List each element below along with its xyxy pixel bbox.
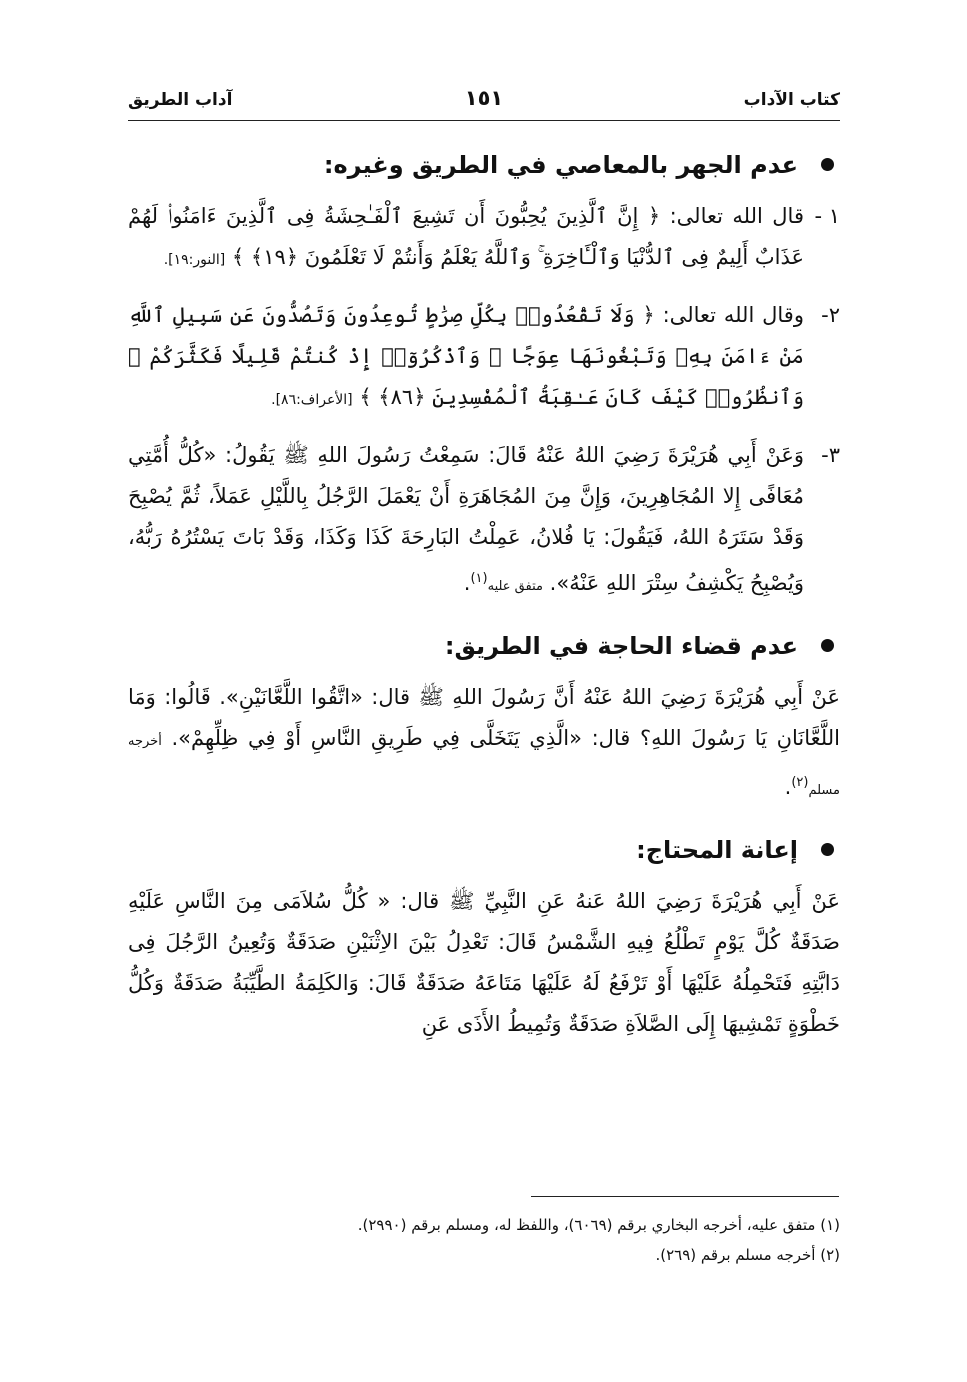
sentence-end: . — [463, 571, 471, 595]
page-header — [128, 86, 840, 121]
quran-verse: ﴿ إِنَّ ٱلَّذِينَ يُحِبُّونَ أَن تَشِيعَ ٱلْفَـٰحِشَةُ فِى ٱلَّذِينَ ءَامَنُوا۟ لَهُمْ عَذَابٌ أَلِيمٌ فِى ٱلدُّنْيَا وَٱلْـَٔاخِرَةِ ۚ وَٱللَّهُ يَعْلَمُ وَأَنتُمْ لَا تَعْلَمُونَ ﴿١٩﴾ ﴾ — [128, 204, 804, 269]
list-item — [128, 196, 840, 281]
hadith-text: عَنْ أَبِي هُرَيْرَةَ رَضِيَ اللهُ عَنهُ عَنِ النَّبِيِّ ﷺ قال: « كُلُّ سُلاَمَى مِنَ النَّاسِ عَلَيْهِ صَدَقَةٌ كُلَّ يَوْمٍ تَطْلُعُ فِيهِ الشَّمْسُ قَالَ: تَعْدِلُ بَيْنَ الاِثْنَيْنِ صَدَقَةٌ وَتُعِينُ الرَّجُلَ فِى دَابَّتِهِ فَتَحْمِلُهُ عَلَيْهَا أَوْ تَرْفَعُ لَهُ عَلَيْهَا مَتَاعَهُ صَدَقَةٌ قَالَ: وَالكَلِمَةُ الطَّيِّبَةُ صَدَقَةٌ وَكُلُّ خَطْوَةٍ تَمْشِيهَا إِلَى الصَّلاَةِ صَدَقَةٌ وَتُمِيطُ الأَذَى عَنِ — [128, 889, 840, 1036]
sentence-end: . — [784, 775, 792, 799]
book-title: كتاب الآداب — [743, 90, 840, 110]
verse-reference: [النور:١٩]. — [163, 252, 226, 268]
section-heading-text: عدم الجهر بالمعاصي في الطريق وغيره: — [323, 151, 798, 179]
footnote-divider — [531, 1196, 839, 1197]
list-item — [128, 295, 840, 421]
quran-verse: ﴿ وَلَا تَقْعُدُوا۟ بِكُلِّ صِرَٰطٍ تُوعِدُونَ وَتَصُدُّونَ عَن سَبِيلِ ٱللَّهِ مَنْ ءَامَنَ بِهِۦ وَتَبْغُونَهَا عِوَجًا ۚ وَٱذْكُرُوٓا۟ إِذْ كُنتُمْ قَلِيلًا فَكَثَّرَكُمْ ۖ وَٱنظُرُوا۟ كَيْفَ كَانَ عَـٰقِبَةُ ٱلْمُفْسِدِينَ ﴿٨٦﴾ ﴾ — [128, 303, 804, 409]
bullet-icon — [821, 639, 834, 652]
verse-reference: [الأعراف:٨٦]. — [271, 392, 353, 408]
hadith-source: متفق عليه — [487, 579, 543, 594]
section-heading — [128, 148, 840, 182]
bullet-icon — [821, 158, 834, 171]
item-intro: وقال الله تعالى: — [662, 303, 804, 327]
section-heading — [128, 833, 840, 867]
item-number: ١ - — [814, 204, 840, 228]
item-number: ٣- — [821, 443, 840, 467]
section-heading-text: إعانة المحتاج: — [636, 836, 798, 864]
page-content — [128, 148, 840, 1067]
footnote-marker[interactable]: (١) — [470, 571, 488, 586]
section-heading — [128, 629, 840, 663]
bullet-icon — [821, 843, 834, 856]
footnote: (٢) أخرجه مسلم برقم (٢٦٩). — [655, 1246, 840, 1264]
chapter-title: آداب الطريق — [128, 90, 233, 110]
hadith-text: عَنْ أَبِي هُرَيْرَةَ رَضِيَ اللهُ عَنْهُ أَنَّ رَسُولَ اللهِ ﷺ قال: «اتَّقُوا اللَّعَّانَيْنِ». قَالُوا: وَمَا اللَّعَّانَانِ يَا رَسُولَ اللهِ؟ قال: «الَّذِي يَتَخَلَّى فِي طَرِيقِ النَّاسِ أَوْ فِي ظِلِّهِمْ». — [128, 685, 840, 750]
paragraph — [128, 881, 840, 1045]
paragraph — [128, 677, 840, 811]
item-intro: قال الله تعالى: — [669, 204, 804, 228]
footnotes — [128, 1210, 840, 1270]
item-number: ٢- — [821, 303, 840, 327]
footnote: (١) متفق عليه، أخرجه البخاري برقم (٦٠٦٩)، واللفظ له، ومسلم برقم (٢٩٩٠). — [357, 1216, 840, 1234]
hadith-text: وَعَنْ أَبِي هُرَيْرَةَ رَضِيَ اللهُ عَنْهُ قَالَ: سَمِعْتُ رَسُولَ اللهِ ﷺ يَقُولُ: «كُلُّ أُمَّتِي مُعَافًى إِلا المُجَاهِرِينَ، وَإِنَّ مِنَ المُجَاهَرَةِ أَنْ يَعْمَلَ الرَّجُلُ بِاللَّيْلِ عَمَلاً، ثُمَّ يُصْبِحَ وَقَدْ سَتَرَهُ اللهُ، فَيَقُولَ: يَا فُلانُ، عَمِلْتُ البَارِحَةَ كَذَا وَكَذَا، وَقَدْ بَاتَ يَسْتُرُهُ رَبُّهُ، وَيُصْبِحُ يَكْشِفُ سِتْرَ اللهِ عَنْهُ». — [128, 443, 804, 595]
hadith-source: أخرجه مسلم — [128, 734, 840, 798]
list-item — [128, 435, 840, 607]
footnote-marker[interactable]: (٢) — [791, 775, 809, 790]
section-heading-text: عدم قضاء الحاجة في الطريق: — [444, 632, 798, 660]
page-number: ١٥١ — [464, 86, 504, 110]
